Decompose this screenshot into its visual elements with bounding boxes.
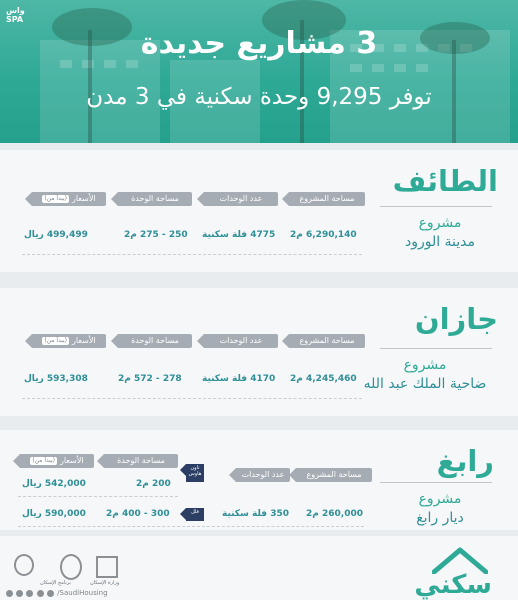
price-value: 499,499 ريال — [24, 230, 88, 240]
row-separator — [22, 398, 362, 399]
unit-area-value: 278 - 572 م2 — [118, 374, 182, 384]
divider — [380, 206, 492, 207]
ministry-emblem-icon — [96, 556, 118, 578]
city-name: جازان — [414, 302, 498, 336]
spa-logo: واس SPA — [6, 6, 25, 24]
price-value: 542,000 ريال — [22, 479, 86, 489]
row-separator — [22, 254, 362, 255]
project-name-block — [380, 214, 500, 252]
city-name: الطائف — [392, 164, 498, 198]
header-banner — [0, 0, 518, 143]
unit-area-value: 300 - 400 م2 — [106, 509, 170, 519]
header-project-area: مساحة المشروع — [289, 192, 365, 206]
project-name: ضاحية الملك عبد الله — [363, 376, 487, 392]
header-unit-area: مساحة الوحدة — [118, 192, 192, 206]
units-value: 4775 فلة سكنية — [202, 230, 276, 240]
social-handles — [6, 589, 108, 597]
type-badge-townhouse: تاون هاوس — [186, 464, 204, 482]
city-name: رابغ — [436, 444, 494, 478]
divider — [380, 482, 492, 483]
type-badge-villa: فلل — [186, 508, 204, 521]
row-separator — [18, 526, 364, 527]
project-word: مشروع — [418, 215, 462, 231]
unit-area-value: 250 - 275 م2 — [124, 230, 188, 240]
header-project-area: مساحة المشروع — [296, 468, 372, 482]
project-card-rabigh — [0, 430, 518, 530]
facebook-icon[interactable] — [37, 590, 44, 597]
page-subtitle: توفر 9,295 وحدة سكنية في 3 مدن — [86, 84, 432, 110]
price-value: 593,308 ريال — [24, 374, 88, 384]
unit-area-value: 200 م2 — [136, 479, 171, 489]
header-prices: الأسعار(يبدأ من) — [32, 192, 106, 206]
row-separator — [18, 496, 178, 497]
project-area-value: 4,245,460 م2 — [290, 374, 357, 384]
youtube-icon[interactable] — [16, 590, 23, 597]
program-logo-text: برنامج الإسكان — [40, 580, 71, 586]
project-name: مدينة الورود — [404, 234, 476, 250]
project-name-block — [350, 356, 500, 394]
project-name: ديار رابغ — [416, 510, 464, 526]
header-unit-area: مساحة الوحدة — [118, 334, 192, 348]
project-area-value: 260,000 م2 — [306, 509, 363, 519]
header-units: عدد الوحدات — [204, 192, 278, 206]
housing-program-emblem-icon — [60, 554, 82, 580]
header-unit-area: مساحة الوحدة — [104, 454, 178, 468]
project-area-value: 6,290,140 م2 — [290, 230, 357, 240]
project-card-taif — [0, 150, 518, 272]
twitter-icon[interactable] — [47, 590, 54, 597]
project-word: مشروع — [403, 357, 447, 373]
price-value: 590,000 ريال — [22, 509, 86, 519]
snapchat-icon[interactable] — [6, 590, 13, 597]
project-name-block — [380, 490, 500, 528]
project-card-jazan — [0, 288, 518, 416]
project-word: مشروع — [418, 491, 462, 507]
sakani-logo: سكني — [414, 570, 492, 600]
units-value: 350 فلة سكنية — [222, 509, 289, 519]
units-value: 4170 فلة سكنية — [202, 374, 276, 384]
ministry-logo-text: وزارة الإسكان — [90, 580, 120, 586]
header-prices: الأسعار(يبدأ من) — [20, 454, 94, 468]
header-units: عدد الوحدات — [204, 334, 278, 348]
social-handle-text[interactable]: /SaudiHousing — [57, 589, 108, 597]
instagram-icon[interactable] — [26, 590, 33, 597]
divider — [380, 348, 492, 349]
header-units: عدد الوحدات — [236, 468, 290, 482]
header-prices: الأسعار(يبدأ من) — [32, 334, 106, 348]
vision-emblem-icon — [14, 554, 34, 576]
header-project-area: مساحة المشروع — [289, 334, 365, 348]
page-title: 3 مشاريع جديدة — [140, 26, 378, 61]
